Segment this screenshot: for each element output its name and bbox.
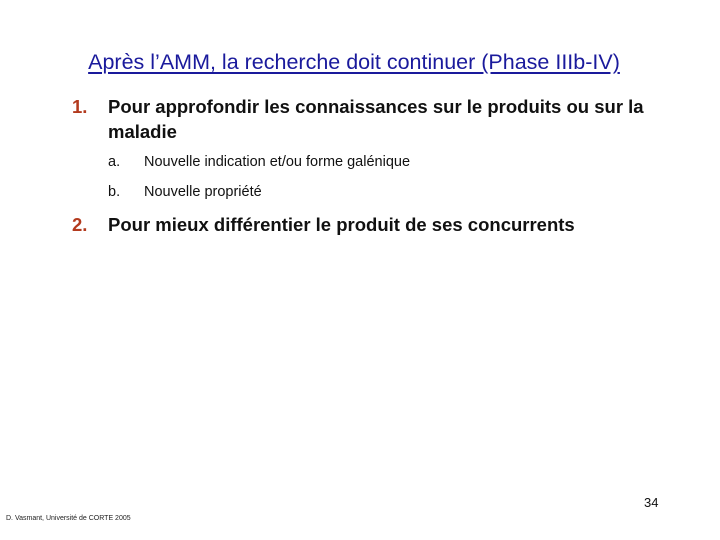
sub-list-item-letter: b.	[108, 184, 121, 200]
sub-list-item-letter: a.	[108, 154, 121, 170]
list-item-text: Pour mieux différentier le produit de ses concurrents	[108, 214, 575, 235]
slide-title: Après l’AMM, la recherche doit continuer (Phase IIIb-IV)	[88, 50, 620, 74]
list-item	[72, 94, 672, 202]
list-item	[72, 212, 672, 237]
page-number: 34	[644, 495, 659, 510]
main-list	[72, 94, 672, 237]
footer-credit: D. Vasmant, Université de CORTE 2005	[6, 515, 131, 522]
list-item-number: 2.	[72, 214, 88, 235]
sub-list-item	[108, 152, 672, 172]
list-item-text: Pour approfondir les connaissances sur le produits ou sur la maladie	[108, 96, 644, 142]
sub-list	[108, 152, 672, 202]
sub-list-item-text: Nouvelle indication et/ou forme galénique	[144, 154, 411, 170]
sub-list-item	[108, 182, 672, 202]
sub-list-item-text: Nouvelle propriété	[144, 184, 262, 200]
list-item-number: 1.	[72, 96, 88, 117]
